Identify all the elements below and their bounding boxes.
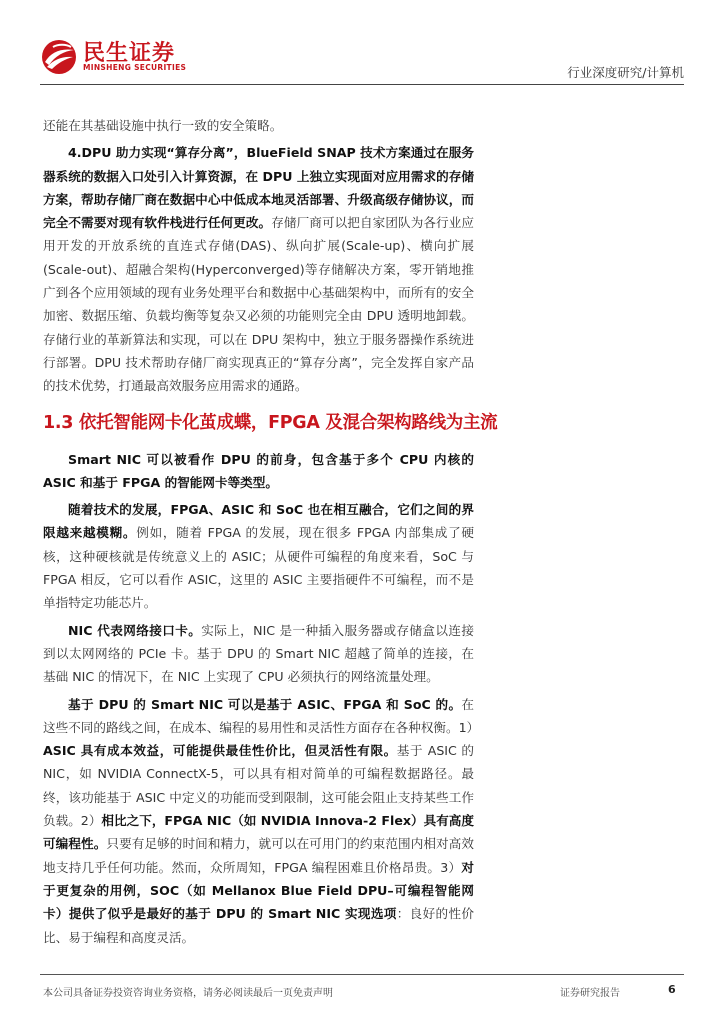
header-divider bbox=[40, 84, 684, 85]
paragraph-tradeoffs bbox=[43, 693, 480, 949]
bold-text: NIC 代表网络接口卡。 bbox=[68, 622, 202, 638]
paragraph-text: 在这些不同的路线之间，在成本、编程的易用性和灵活性方面存在各种权衡。1） bbox=[43, 696, 480, 735]
paragraph-text: 存储厂商可以把自家团队为各行业应用开发的开放系统的直连式存储(DAS)、纵向扩展(Scale-up)、横向扩展(Scale-out)、超融合架构(Hyperconverged)等存储解决方案，零开销地推广到各个应用领域的现有业务处理平台和数据中心基础架构中，而所有的安全加密、数据压缩、负载均衡等复杂又必须的功能则完全由 DPU 透明地卸载。存储行业的革新算法和实现，可以在 DPU 架构中，独立于服务器操作系统进行部署。DPU 技术帮助存储厂商实现真正的“算存分离”，完全发挥自家产品的技术优势，打通最高效服务应用需求的通路。 bbox=[43, 215, 475, 394]
paragraph-text: 例如，随着 FPGA 的发展，现在很多 FPGA 内部集成了硬核，这种硬核就是传统意义上的 ASIC；从硬件可编程的角度来看，SoC 与 FPGA 相反，它可以看作 ASIC，这里的 ASIC 主要指硬件不可编程，而不是单指特定功能芯片。 bbox=[43, 525, 475, 611]
paragraph-text: 实际上，NIC 是一种插入服务器或存储盒以连接到以太网网络的 PCIe 卡。基于 DPU 的 Smart NIC 超越了简单的连接，在基础 NIC 的情况下，在 NIC 上实现了 CPU 必须执行的网络流量处理。 bbox=[43, 622, 474, 685]
paragraph-text: 基于 ASIC 的 NIC，如 NVIDIA ConnectX-5，可以具有相对简单的可编程数据路径。最终，该功能基于 ASIC 中定义的功能而受到限制，这可能会阻止支持某些工作负载。2） bbox=[43, 743, 474, 829]
paragraph-intro bbox=[43, 114, 474, 137]
bold-text: 随着技术的发展，FPGA、ASIC 和 SoC 也在相互融合，它们之间的界限越来越模糊。 bbox=[43, 502, 474, 541]
bold-text: 相比之下，FPGA NIC（如 NVIDIA Innova-2 Flex）具有高度可编程性。 bbox=[43, 813, 474, 852]
paragraph-text: 只要有足够的时间和精力，就可以在可用门的约束范围内相对高效地支持几乎任何功能。然而，众所周知，FPGA 编程困难且价格昂贵。3） bbox=[43, 836, 475, 875]
footer-disclaimer: 本公司具备证券投资咨询业务资格，请务必阅读最后一页免责声明 bbox=[43, 988, 333, 999]
section-heading: 1.3 依托智能网卡化茧成蝶，FPGA 及混合架构路线为主流 bbox=[43, 412, 498, 433]
minsheng-logo-icon bbox=[40, 38, 78, 76]
paragraph-text: ：良好的性价比、易于编程和高度灵活。 bbox=[43, 906, 474, 945]
brand-logo bbox=[40, 36, 190, 80]
paragraph-text: 还能在其基础设施中执行一致的安全策略。 bbox=[43, 118, 283, 133]
page-number: 6 bbox=[668, 983, 676, 996]
bold-text: Smart NIC 可以被看作 DPU 的前身，包含基于多个 CPU 内核的 ASIC 和基于 FPGA 的智能网卡等类型。 bbox=[43, 451, 474, 490]
main-content bbox=[43, 114, 498, 949]
paragraph-smart-nic bbox=[43, 448, 474, 495]
report-category: 行业深度研究/计算机 bbox=[567, 65, 684, 80]
bold-text: 基于 DPU 的 Smart NIC 可以是基于 ASIC、FPGA 和 SoC 的。 bbox=[68, 696, 462, 712]
footer-report-type: 证券研究报告 bbox=[560, 988, 620, 999]
footer-divider bbox=[40, 974, 684, 975]
brand-name-en: MINSHENG SECURITIES bbox=[83, 63, 187, 72]
paragraph-nic-definition bbox=[43, 619, 474, 689]
paragraph-convergence bbox=[43, 498, 474, 614]
page-header bbox=[0, 0, 724, 90]
paragraph-dpu-storage bbox=[43, 141, 474, 397]
bold-text: 对于更复杂的用例，SOC（如 Mellanox Blue Field DPU–可编程智能网卡）提供了似乎是最好的基于 DPU 的 Smart NIC 实现选项 bbox=[43, 859, 474, 922]
brand-name-cn: 民生证券 bbox=[83, 41, 176, 66]
bold-text: ASIC 具有成本效益，可能提供最佳性价比，但灵活性有限。 bbox=[43, 743, 397, 759]
bold-text: 4.DPU 助力实现“算存分离”，BlueField SNAP 技术方案通过在服务器系统的数据入口处引入计算资源，在 DPU 上独立实现面对应用需求的存储方案，帮助存储厂商在数据中心中低成本地灵活部署、升级高级存储协议，而完全不需要对现有软件栈进行任何更改。 bbox=[43, 145, 474, 231]
